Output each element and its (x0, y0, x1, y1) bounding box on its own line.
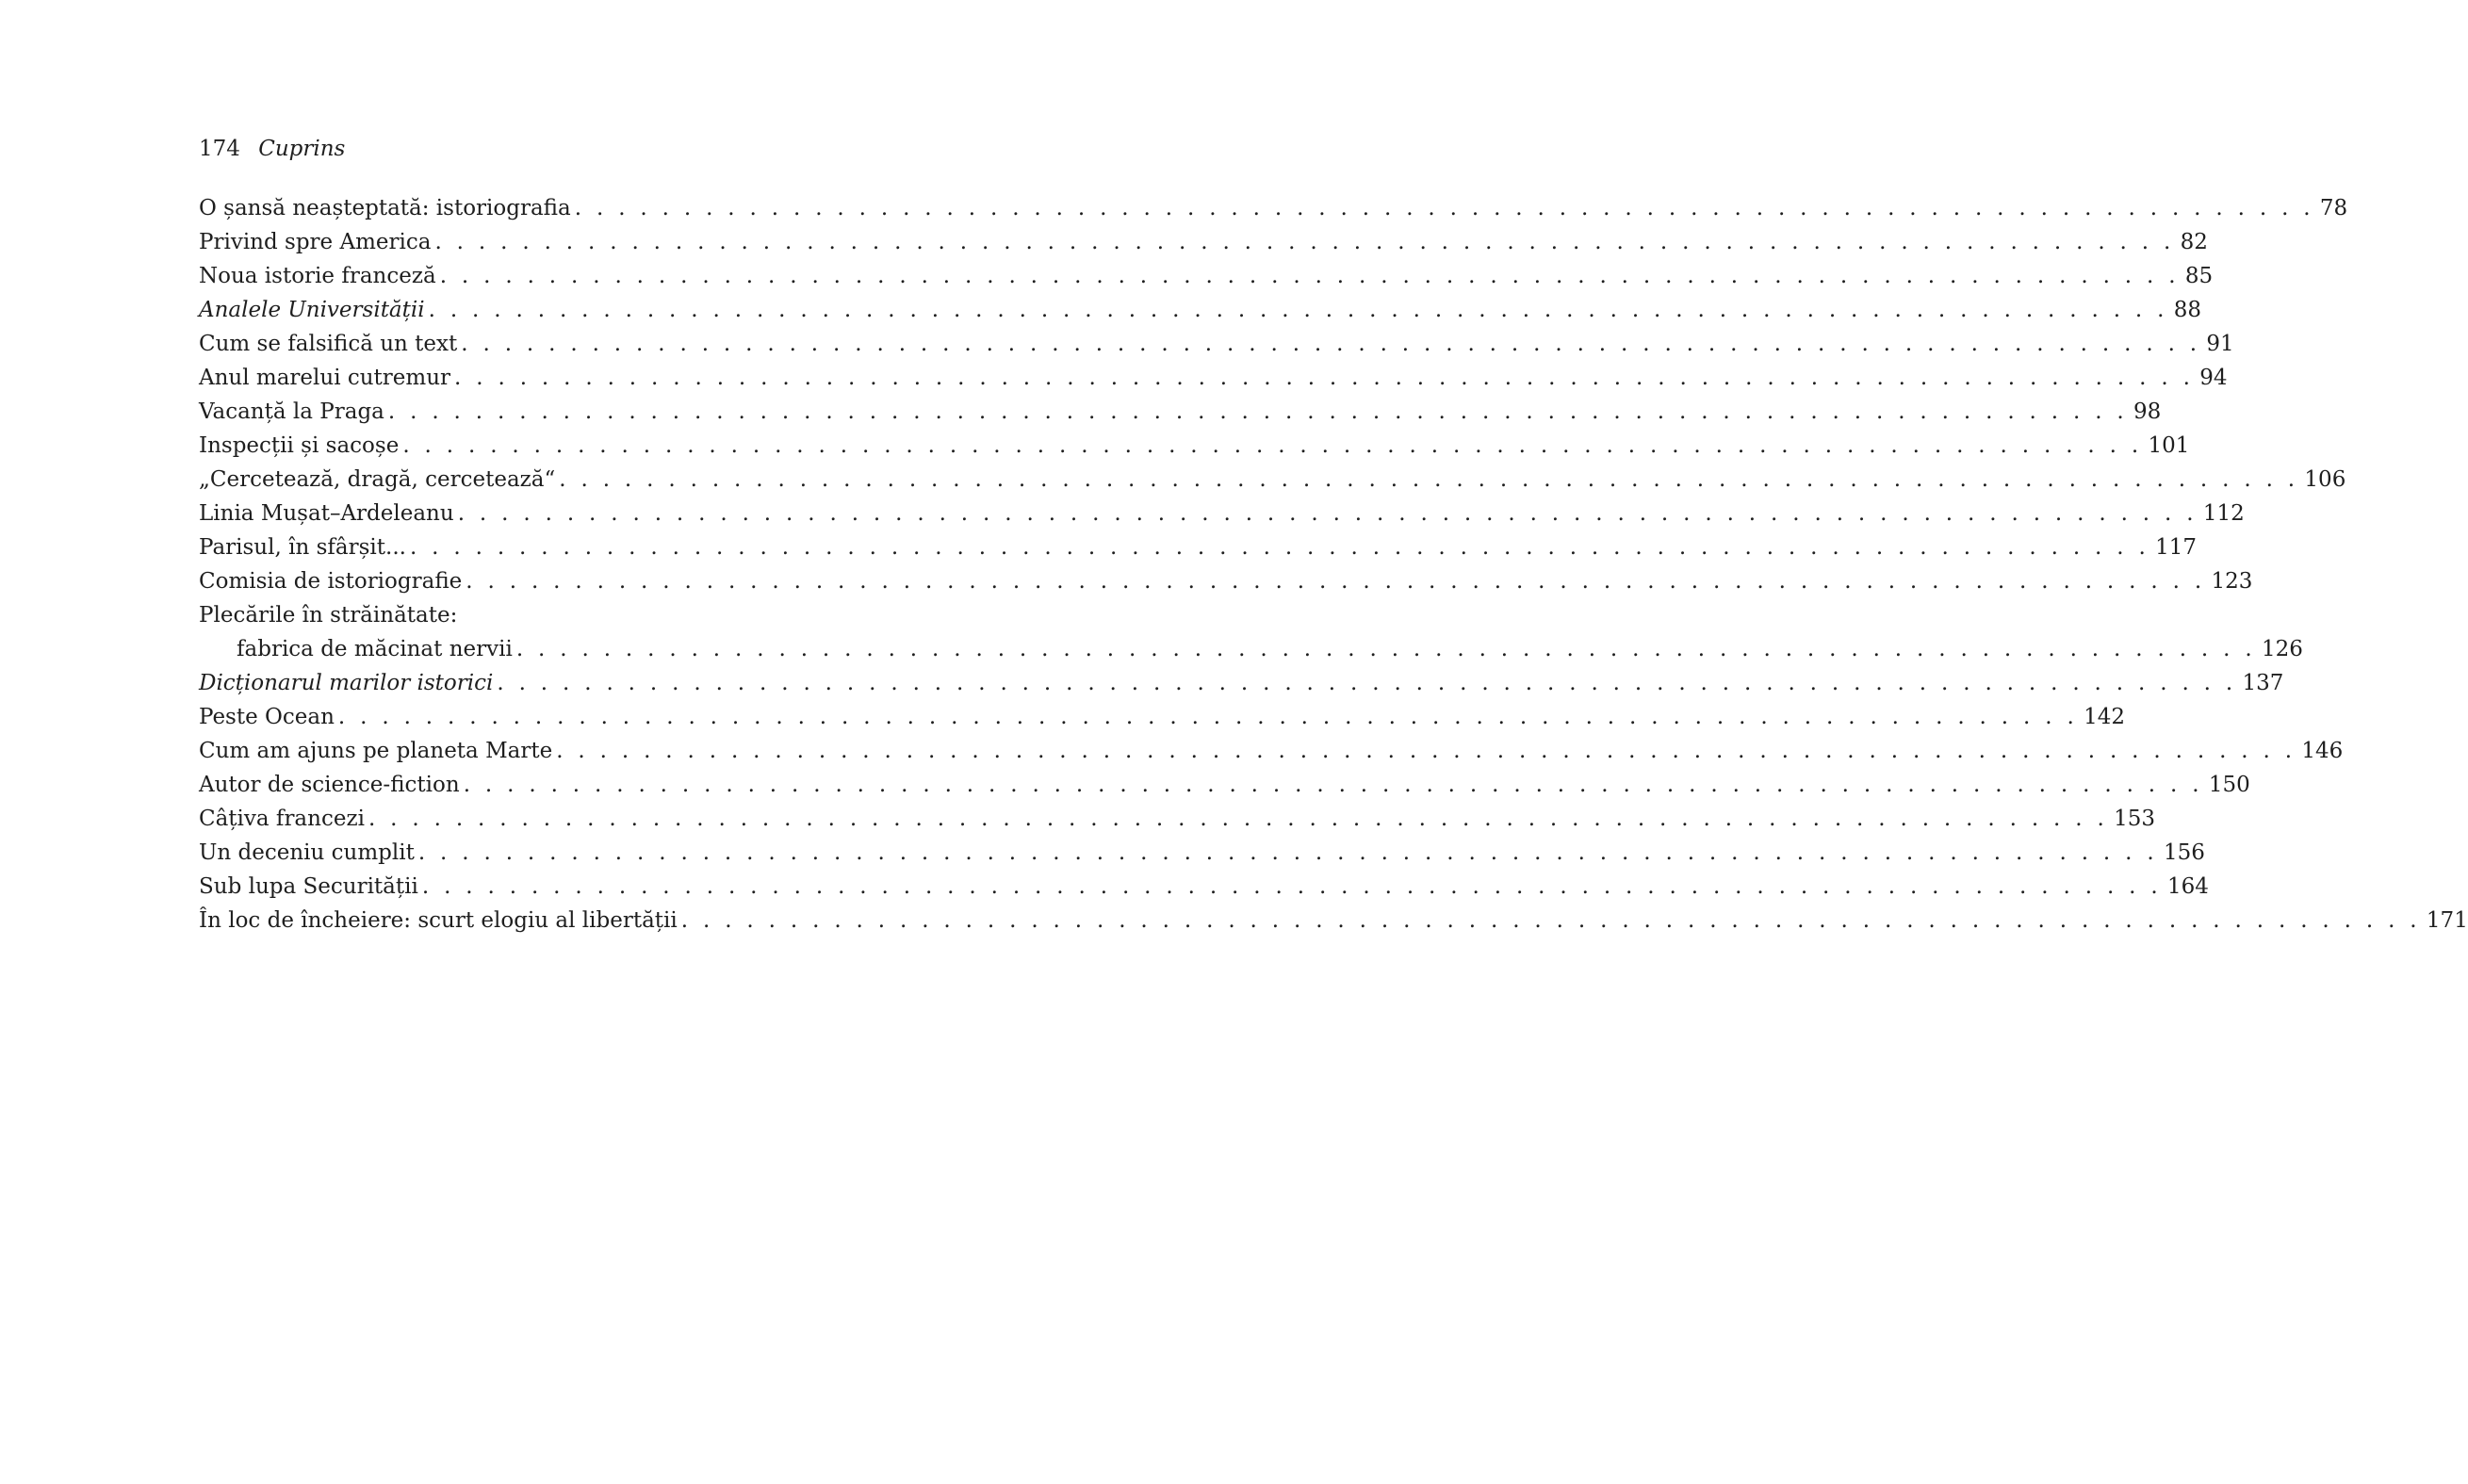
toc-entry (199, 463, 2346, 497)
toc-entry (199, 666, 2284, 700)
toc-entry-page: 88 (2173, 298, 2202, 322)
section-title: Cuprins (258, 137, 346, 161)
toc-entry-title: O șansă neașteptată: istoriografia (199, 196, 571, 220)
toc-entry (199, 293, 2202, 327)
toc-entry-title: În loc de încheiere: scurt elogiu al libertății (199, 908, 678, 933)
toc-entry-title: Anul marelui cutremur (199, 366, 451, 390)
toc-entry-page: 117 (2155, 535, 2197, 560)
toc-entry (199, 497, 2245, 530)
dot-leader: . . . . . . . . . . . . . . . . . . . . . . . . . . . . . . . . . . . . . . . . . . . . . . . . . . . . . . . . . . . . . . . . . . . . . . . . . . . . . . . . (454, 366, 2195, 390)
toc-entry-title: fabrica de măcinat nervii (237, 637, 513, 661)
dot-leader: . . . . . . . . . . . . . . . . . . . . . . . . . . . . . . . . . . . . . . . . . . . . . . . . . . . . . . . . . . . . . . . . . . . . . . . . . . . . . . . . (559, 467, 2299, 492)
dot-leader: . . . . . . . . . . . . . . . . . . . . . . . . . . . . . . . . . . . . . . . . . . . . . . . . . . . . . . . . . . . . . . . . . . . . . . . . . . . . . . . . (680, 908, 2421, 933)
toc-entry-title: Câțiva francezi (199, 807, 365, 831)
toc-entry (199, 598, 779, 632)
toc-entry-page: 146 (2301, 739, 2344, 763)
toc-entry-page: 91 (2206, 332, 2234, 356)
toc-entry-title: Analele Universității (199, 298, 425, 322)
toc-entry (199, 530, 2197, 564)
toc-entry-page: 137 (2242, 671, 2284, 695)
toc-entry-title: Inspecții și sacoșe (199, 433, 400, 458)
toc-entry (199, 734, 2344, 768)
dot-leader: . . . . . . . . . . . . . . . . . . . . . . . . . . . . . . . . . . . . . . . . . . . . . . . . . . . . . . . . . . . . . . . . . . . . . . . . . . . . . . . . (461, 332, 2201, 356)
toc-entry (199, 191, 2348, 225)
toc-entry-page: 106 (2304, 467, 2346, 492)
page-number: 174 (199, 137, 240, 161)
toc-entry-page: 142 (2084, 705, 2125, 729)
toc-entry (199, 904, 2468, 938)
dot-leader: . . . . . . . . . . . . . . . . . . . . . . . . . . . . . . . . . . . . . . . . . . . . . . . . . . . . . . . . . . . . . . . . . . . . . . . . . . . . . . . . (574, 196, 2314, 220)
toc-entry (199, 836, 2205, 870)
toc-entry (199, 429, 2190, 463)
toc-entry-page: 153 (2114, 807, 2155, 831)
toc-entry (199, 870, 2209, 904)
dot-leader: . . . . . . . . . . . . . . . . . . . . . . . . . . . . . . . . . . . . . . . . . . . . . . . . . . . . . . . . . . . . . . . . . . . . . . . . . . . . . . . . (466, 569, 2206, 594)
toc-entry (199, 361, 2228, 395)
toc-entry-page: 85 (2184, 264, 2214, 288)
toc-entry-page: 94 (2199, 366, 2228, 390)
dot-leader: . . . . . . . . . . . . . . . . . . . . . . . . . . . . . . . . . . . . . . . . . . . . . . . . . . . . . . . . . . . . . . . . . . . . . . . . . . . . . . . . (409, 535, 2150, 560)
toc-entry (199, 768, 2250, 802)
toc-entry-title: Linia Mușat–Ardeleanu (199, 501, 454, 526)
toc-entry-title: Un deceniu cumplit (199, 840, 415, 865)
toc-entry-page: 126 (2261, 637, 2303, 661)
dot-leader: . . . . . . . . . . . . . . . . . . . . . . . . . . . . . . . . . . . . . . . . . . . . . . . . . . . . . . . . . . . . . . . . . . . . . . . . . . . . . . . . (421, 874, 2162, 899)
toc-entry-page: 123 (2211, 569, 2253, 594)
toc-entry (199, 700, 2125, 734)
dot-leader: . . . . . . . . . . . . . . . . . . . . . . . . . . . . . . . . . . . . . . . . . . . . . . . . . . . . . . . . . . . . . . . . . . . . . . . . . . . . . . . . (402, 433, 2143, 458)
toc-entry-page: 82 (2180, 230, 2208, 254)
toc-entry-title: Plecările în străinătate: (199, 603, 458, 628)
dot-leader: . . . . . . . . . . . . . . . . . . . . . . . . . . . . . . . . . . . . . . . . . . . . . . . . . . . . . . . . . . . . . . . . . . . . . . . . . . . . . . . . (556, 739, 2296, 763)
dot-leader: . . . . . . . . . . . . . . . . . . . . . . . . . . . . . . . . . . . . . . . . . . . . . . . . . . . . . . . . . . . . . . . . . . . . . . . . . . . . . . . . (387, 400, 2129, 424)
toc-entry (199, 564, 2253, 598)
toc-entry (199, 632, 2303, 666)
toc-entry (199, 225, 2208, 259)
dot-leader: . . . . . . . . . . . . . . . . . . . . . . . . . . . . . . . . . . . . . . . . . . . . . . . . . . . . . . . . . . . . . . . . . . . . . . . . . . . . . . . . (428, 298, 2168, 322)
toc-entry-title: Comisia de istoriografie (199, 569, 463, 594)
dot-leader: . . . . . . . . . . . . . . . . . . . . . . . . . . . . . . . . . . . . . . . . . . . . . . . . . . . . . . . . . . . . . . . . . . . . . . . . . . . . . . . . (439, 264, 2180, 288)
toc-entry-page: 112 (2202, 501, 2245, 526)
toc-entry-page: 98 (2133, 400, 2162, 424)
toc-entry-title: Peste Ocean (199, 705, 335, 729)
running-head (199, 132, 345, 166)
toc-entry-title: Autor de science-fiction (199, 773, 460, 797)
toc-entry-title: Noua istorie franceză (199, 264, 436, 288)
toc-entry-page: 171 (2426, 908, 2468, 933)
toc-entry-page: 156 (2163, 840, 2205, 865)
dot-leader: . . . . . . . . . . . . . . . . . . . . . . . . . . . . . . . . . . . . . . . . . . . . . . . . . . . . . . . . . . . . . . . . . . . . . . . . . . . . . . . . (457, 501, 2198, 526)
dot-leader: . . . . . . . . . . . . . . . . . . . . . . . . . . . . . . . . . . . . . . . . . . . . . . . . . . . . . . . . . . . . . . . . . . . . . . . . . . . . . . . . (337, 705, 2079, 729)
toc-entry-title: „Cercetează, dragă, cercetează“ (199, 467, 556, 492)
toc-entry-title: Cum se falsifică un text (199, 332, 458, 356)
toc-entry (199, 395, 2162, 429)
toc-entry-title: Privind spre America (199, 230, 432, 254)
toc-entry-title: Cum am ajuns pe planeta Marte (199, 739, 553, 763)
dot-leader: . . . . . . . . . . . . . . . . . . . . . . . . . . . . . . . . . . . . . . . . . . . . . . . . . . . . . . . . . . . . . . . . . . . . . . . . . . . . . . . . (434, 230, 2175, 254)
toc-entry-title: Dicționarul marilor istorici (199, 671, 494, 695)
toc-entry-title: Vacanță la Praga (199, 400, 384, 424)
dot-leader: . . . . . . . . . . . . . . . . . . . . . . . . . . . . . . . . . . . . . . . . . . . . . . . . . . . . . . . . . . . . . . . . . . . . . . . . . . . . . . . . (515, 637, 2256, 661)
toc-entry-page: 101 (2148, 433, 2190, 458)
toc-entry-title: Sub lupa Securității (199, 874, 418, 899)
dot-leader: . . . . . . . . . . . . . . . . . . . . . . . . . . . . . . . . . . . . . . . . . . . . . . . . . . . . . . . . . . . . . . . . . . . . . . . . . . . . . . . . (368, 807, 2109, 831)
dot-leader: . . . . . . . . . . . . . . . . . . . . . . . . . . . . . . . . . . . . . . . . . . . . . . . . . . . . . . . . . . . . . . . . . . . . . . . . . . . . . . . . (463, 773, 2203, 797)
toc-entry-title: Parisul, în sfârșit... (199, 535, 406, 560)
toc-entry-page: 164 (2167, 874, 2209, 899)
dot-leader: . . . . . . . . . . . . . . . . . . . . . . . . . . . . . . . . . . . . . . . . . . . . . . . . . . . . . . . . . . . . . . . . . . . . . . . . . . . . . . . . (497, 671, 2237, 695)
toc-entry-page: 150 (2208, 773, 2250, 797)
toc-entry (199, 327, 2234, 361)
toc-entry (199, 802, 2155, 836)
toc-entry (199, 259, 2214, 293)
toc-entry-page: 78 (2319, 196, 2348, 220)
table-of-contents (199, 191, 2468, 938)
dot-leader: . . . . . . . . . . . . . . . . . . . . . . . . . . . . . . . . . . . . . . . . . . . . . . . . . . . . . . . . . . . . . . . . . . . . . . . . . . . . . . . . (417, 840, 2158, 865)
